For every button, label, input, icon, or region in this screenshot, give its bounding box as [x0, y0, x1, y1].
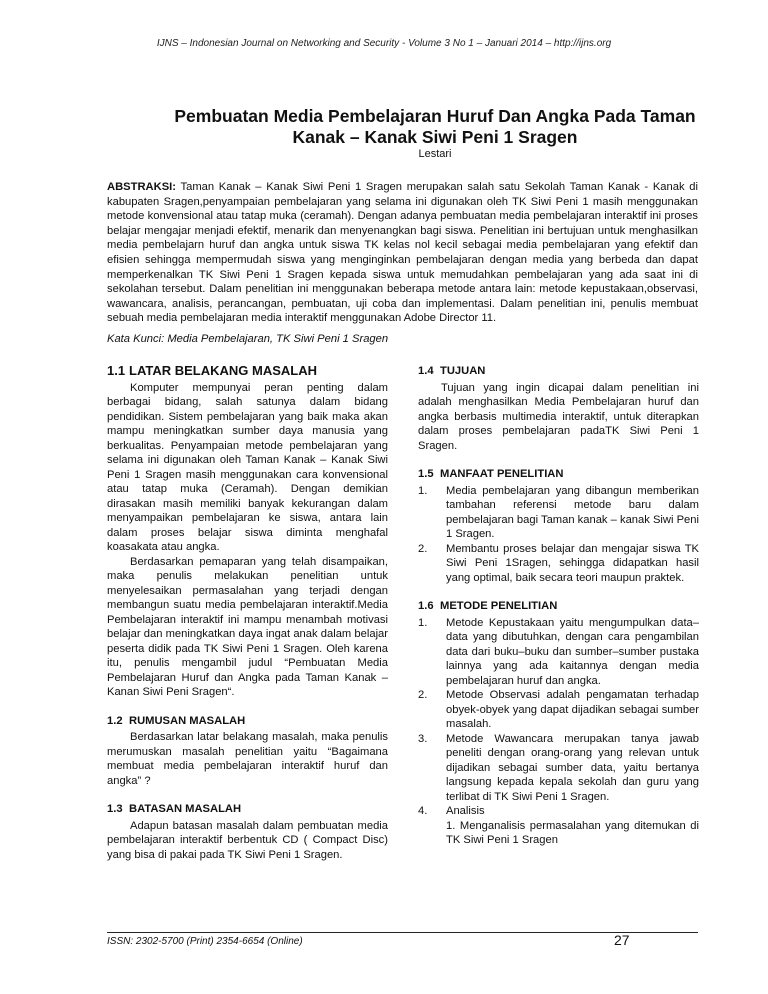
- method-list: [418, 616, 699, 848]
- section-heading-1-5: 1.5 MANFAAT PENELITIAN: [418, 468, 564, 480]
- footer-issn: ISSN: 2302-5700 (Print) 2354-6654 (Online): [107, 936, 303, 947]
- list-item: 2. Metode Observasi adalah pengamatan terhadap obyek-obyek yang dapat dijadikan sebagai sumber masalah.: [418, 689, 699, 730]
- page-number: 27: [614, 932, 630, 948]
- sub-list-item: 1. Menganalisis permasalahan yang ditemukan di TK Siwi Peni 1 Sragen: [446, 819, 699, 846]
- abstract-label: ABSTRAKSI:: [107, 181, 176, 193]
- paragraph: Tujuan yang ingin dicapai dalam penelitian ini adalah menghasilkan Media Pembelajaran huruf dan angka berbasis multimedia interaktif, untuk diterapkan dalam proses pembelajaran padaTK Siwi Peni 1 Sragen.: [418, 381, 699, 452]
- list-item: 2. Membantu proses belajar dan mengajar siswa TK Siwi Peni 1Sragen, sehingga didapatkan hasil yang optimal, baik secara teori maupun praktek.: [418, 542, 699, 584]
- list-item: 4. Analisis 1. Menganalisis permasalahan yang ditemukan di TK Siwi Peni 1 Sragen: [418, 805, 699, 846]
- paragraph: Berdasarkan latar belakang masalah, maka penulis merumuskan masalah penelitian yaitu “Bagaimana membuat media pembelajaran interaktif huruf dan angka” ?: [107, 731, 388, 787]
- abstract: [107, 180, 698, 326]
- list-item: 3. Metode Wawancara merupakan tanya jawab peneliti dengan orang-orang yang relevan untuk dijadikan sebagai sumber data, yaitu bertanya langsung kepada kepala sekolah dan guru yang terlibat di TK Siwi Peni 1 Sragen.: [418, 732, 699, 803]
- abstract-text: Taman Kanak – Kanak Siwi Peni 1 Sragen merupakan salah satu Sekolah Taman Kanak - Kanak di kabupaten Sragen,penyampaian pembelajaran yang selama ini digunakan oleh TK Siwi Peni 1 masih menggunakan metode konvensional atau tatap muka (ceramah). Dengan adanya pembuatan media pembelajaran interaktif ini proses belajar mengajar menjadi efektif, menarik dan menyenangkan bagi siswa. Penelitian ini bertujuan untuk menghasilkan media pembelajarn huruf dan angka untuk siswa TK kelas nol kecil sebagai media pembelajaran yang efektif dan efisien sehingga mempermudah siswa yang menginginkan pembelajaran dengan media yang berbeda dan dapat memperkenalkan TK Siwi Peni 1 Sragen kepada siswa untuk memudahkan pembelajaran yang ada saat ini di sekolahan tersebut. Dalam penelitian ini menggunakan beberapa metode antara lain: metode kepustakaan,observasi, wawancara, analisis, perancangan, pembuatan, uji coba dan implementasi. Dalam penelitian ini, penulis membuat sebuah media pembelajaran media interaktif menggunakan Adobe Director 11.: [107, 181, 698, 325]
- paper-author: Lestari: [418, 148, 452, 160]
- paragraph: Komputer mempunyai peran penting dalam berbagai bidang, salah satunya dalam bidang pendidikan. Sistem pembelajaran yang baik maka akan mampu meningkatkan sumber daya manusia yang berkualitas. Penyampaian metode pembelajaran yang selama ini digunakan oleh Taman Kanak – Kanak Siwi Peni 1 Sragen masih menggunakan cara konvensional atau tatap muka (Ceramah). Dengan demikian dirasakan masih memiliki banyak kekurangan dalam menyampaikan pembelajaran ke siswa, antara lain dalam proses belajar siswa diminta menghafal koasakata atau angka.: [107, 381, 388, 553]
- keywords: Kata Kunci: Media Pembelajaran, TK Siwi Peni 1 Sragen: [107, 333, 389, 345]
- paragraph: Berdasarkan pemaparan yang telah disampaikan, maka penulis melakukan penelitian untuk menyelesaikan permasalahan yang terjadi dengan membangun suatu media pembelajaran interaktif.Media Pembelajaran interaktif ini mampu menambah motivasi belajar dan meningkatkan daya ingat anak dalam belajar peserta didik pada TK Siwi Peni 1 Sragen. Oleh karena itu, penulis mengambil judul “Pembuatan Media Pembelajaran Huruf dan Angka pada Taman Kanak – Kanan Siwi Peni Sragen“.: [107, 555, 388, 698]
- section-heading-1-2: 1.2 RUMUSAN MASALAH: [107, 714, 246, 727]
- section-heading-1-1: 1.1 LATAR BELAKANG MASALAH: [107, 363, 317, 378]
- journal-header: IJNS – Indonesian Journal on Networking and Security - Volume 3 No 1 – Januari 2014 – http://ijns.org: [156, 38, 612, 49]
- list-item: 1. Media pembelajaran yang dibangun memberikan tambahan referensi metode baru dalam pembelajaran bagi Taman kanak – kanak Siwi Peni 1 Sragen.: [418, 484, 699, 540]
- footer-divider: [107, 932, 698, 933]
- paragraph: Adapun batasan masalah dalam pembuatan media pembelajaran interaktif berbentuk CD ( Compact Disc) yang bisa di pakai pada TK Siwi Peni 1 Sragen.: [107, 819, 388, 861]
- section-heading-1-3: 1.3 BATASAN MASALAH: [107, 803, 242, 815]
- paper-title: Pembuatan Media Pembelajaran Huruf Dan Angka Pada Taman Kanak – Kanak Siwi Peni 1 Sragen: [174, 106, 696, 147]
- benefit-list: [418, 484, 699, 586]
- left-column: [107, 364, 388, 862]
- section-heading-1-4: 1.4 TUJUAN: [418, 365, 486, 377]
- section-heading-1-6: 1.6 METODE PENELITIAN: [418, 600, 558, 612]
- list-item: 1. Metode Kepustakaan yaitu mengumpulkan data–data yang dibutuhkan, dengan cara pengambilan data dari buku–buku dan sumber–sumber pustaka lainnya yang ada kaitannya dengan media pembelajaran huruf dan angka.: [418, 616, 699, 687]
- right-column: [418, 364, 699, 848]
